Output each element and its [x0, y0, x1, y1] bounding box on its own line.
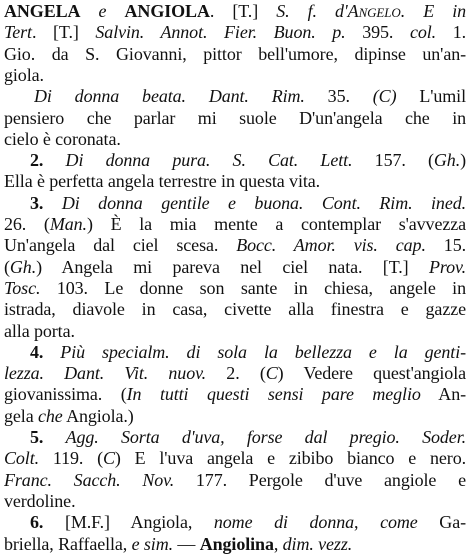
- text-run: Tosc.: [4, 277, 41, 298]
- text-line: [30, 342, 466, 363]
- text-line: [4, 363, 466, 384]
- text-line: [4, 108, 466, 129]
- text-run: che: [37, 405, 63, 426]
- text-line: [4, 235, 466, 256]
- text-run: . [T.]: [31, 22, 96, 43]
- text-run: An-: [420, 384, 466, 405]
- text-line: [30, 193, 466, 214]
- text-line: [4, 65, 466, 86]
- text-run: Di donna gentile e buona. Cont. Rim. ined.: [61, 192, 466, 213]
- text-run: dim. vezz.: [282, 533, 353, 554]
- text-run: Franc. Sacch. Nov.: [4, 469, 175, 490]
- text-line: [4, 129, 466, 150]
- text-run: 6.: [30, 512, 65, 533]
- text-run: Di donna pura. S. Cat. Lett.: [65, 150, 353, 171]
- text-run: e sim.: [131, 533, 174, 554]
- text-line: [4, 448, 466, 469]
- text-run: giovanissima. (: [4, 384, 127, 405]
- text-line: [4, 1, 466, 22]
- text-run: Man.: [49, 214, 87, 234]
- text-run: Colt.: [4, 448, 40, 469]
- text-run: 15.: [425, 235, 466, 256]
- text-run: Agg. Sorta d'uva, forse dal pregio. Soder.: [65, 427, 466, 447]
- text-run: Gio. da S. Giovanni, pittor bell'umore, dipinse un'an-: [4, 43, 466, 64]
- text-run: 119. (: [39, 448, 104, 469]
- text-run: ANGIOLA: [124, 1, 210, 21]
- text-run: gela: [4, 405, 38, 426]
- text-run: Angelo: [347, 1, 401, 21]
- text-run: 1.: [436, 22, 466, 43]
- text-run: Di donna beata. Dant. Rim.: [34, 86, 305, 107]
- text-run: Ella è perfetta angela terrestre in questa vita.: [4, 171, 321, 192]
- text-line: [4, 406, 466, 427]
- text-run: In tutti questi sensi pare meglio: [126, 384, 421, 405]
- text-run: 35.: [304, 86, 373, 107]
- text-run: 2. (: [206, 363, 266, 384]
- text-line: [30, 427, 466, 448]
- text-run: ,: [273, 533, 283, 554]
- text-line: [4, 299, 466, 320]
- text-run: 2.: [30, 150, 66, 171]
- text-run: col.: [409, 22, 437, 43]
- text-run: . [T.]: [209, 1, 277, 21]
- text-run: 103. Le donne son sante in chiesa, angele in: [40, 277, 466, 298]
- text-run: L'umil: [396, 86, 466, 107]
- text-run: briella, Raffaella,: [4, 533, 132, 554]
- text-run: Salvin. Annot. Fier. Buon. p.: [95, 22, 346, 43]
- text-line: [4, 470, 466, 491]
- text-run: pensiero che parlar mi suole D'un'angela che in: [4, 107, 466, 128]
- text-run: alla porta.: [4, 320, 75, 341]
- text-run: . E in: [400, 1, 466, 21]
- text-run: S. f. d': [276, 1, 348, 21]
- text-run: Bocc. Amor. vis. cap.: [236, 235, 426, 256]
- text-run: Un'angela dal ciel scesa.: [4, 235, 237, 256]
- text-line: [4, 214, 466, 235]
- text-line: [30, 150, 466, 171]
- text-run: lezza. Dant. Vit. nuov.: [4, 363, 207, 384]
- text-run: ,: [354, 512, 381, 533]
- text-run: Gh.: [433, 150, 461, 171]
- text-run: [M.F.] Angiola,: [64, 512, 214, 533]
- text-run: ANGELA: [4, 1, 81, 21]
- text-run: 5.: [30, 427, 66, 447]
- text-run: (C): [372, 86, 397, 107]
- text-run: (: [4, 256, 10, 277]
- text-run: 157. (: [352, 150, 434, 171]
- text-line: [4, 278, 466, 299]
- text-line: [4, 257, 466, 278]
- text-line: [4, 22, 466, 43]
- text-run: Gh.: [9, 256, 37, 277]
- text-run: Più specialm. di sola la bellezza e la genti-: [60, 341, 466, 362]
- text-run: Angiolina: [199, 533, 274, 554]
- text-run: ) È la mia mente a contemplar s'avvezza: [86, 214, 466, 234]
- text-run: Ga-: [417, 512, 466, 533]
- text-run: verdoline.: [4, 490, 76, 511]
- text-run: 177. Pergole d'uve angiole e: [174, 469, 466, 490]
- text-run: come: [380, 512, 418, 533]
- text-run: 26. (: [4, 214, 50, 234]
- text-run: C: [103, 448, 115, 469]
- text-run: 3.: [30, 192, 62, 213]
- text-line: [4, 491, 466, 512]
- text-run: ) Vedere quest'angiola: [277, 363, 466, 384]
- text-line: [34, 86, 466, 107]
- text-line: [4, 321, 466, 342]
- text-run: e: [80, 1, 125, 21]
- text-line: [4, 384, 466, 405]
- text-line: [30, 512, 466, 533]
- text-run: nome di donna: [213, 512, 355, 533]
- text-run: ) Angela mi pareva nel ciel nata. [T.]: [36, 256, 429, 277]
- text-run: Tert: [4, 22, 32, 43]
- text-run: ): [460, 150, 466, 171]
- text-run: Prov.: [429, 256, 466, 277]
- text-run: giola.: [4, 64, 44, 85]
- text-line: [4, 44, 466, 65]
- text-run: —: [173, 533, 200, 554]
- text-run: cielo è coronata.: [4, 128, 121, 149]
- text-run: 395.: [345, 22, 410, 43]
- text-run: Angiola.): [62, 405, 134, 426]
- text-run: 4.: [30, 341, 61, 362]
- text-run: istrada, diavole in casa, civette alla finestra e gazze: [4, 299, 466, 320]
- text-line: [4, 534, 466, 555]
- text-run: ) E l'uva angela e zibibo bianco e nero.: [114, 448, 466, 469]
- text-run: C: [265, 363, 278, 384]
- text-line: [4, 171, 466, 192]
